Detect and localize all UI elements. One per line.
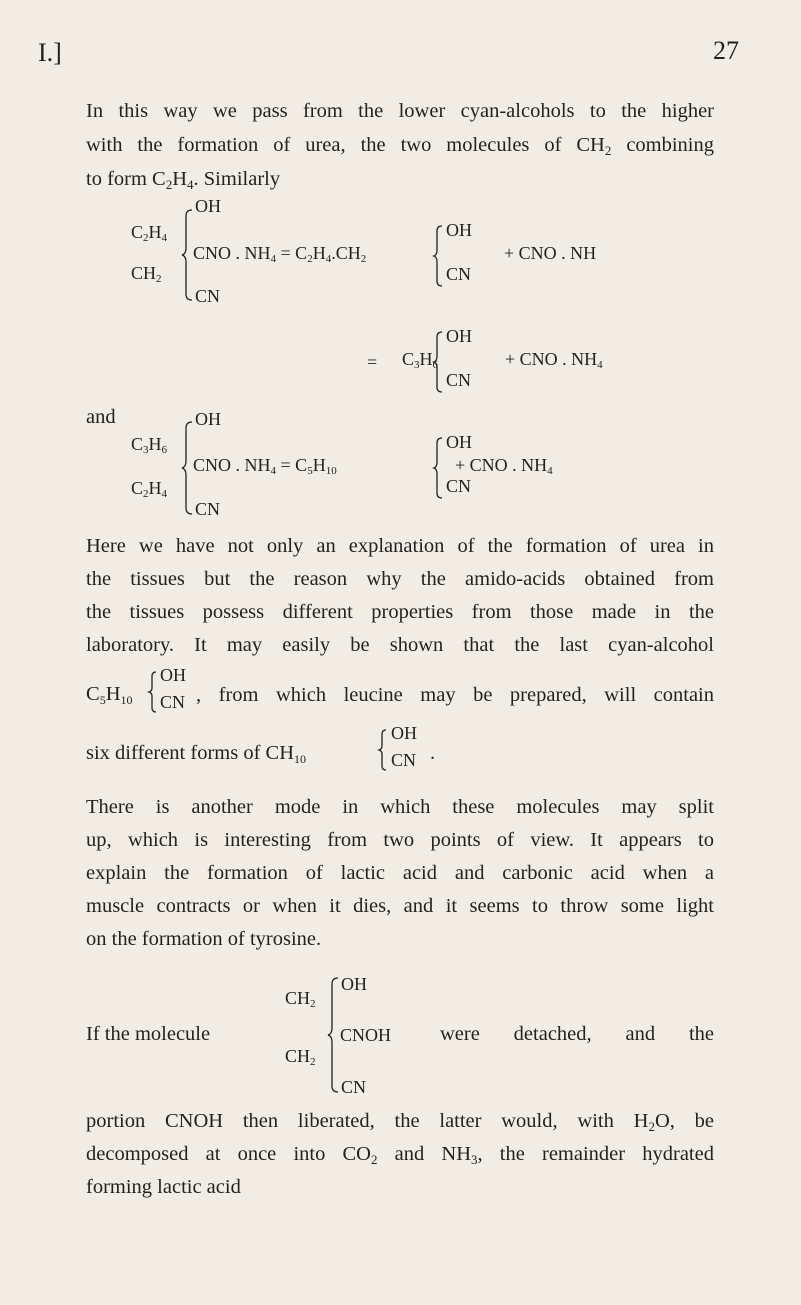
oh-molecule: OH: [341, 974, 367, 994]
formula-c3h6: $C_3H_6$: [402, 349, 439, 371]
brace-2a: [180, 420, 194, 516]
formula-c2h4: $C_2H_4$: [131, 222, 168, 244]
cn-1a: CN: [195, 286, 221, 306]
para4-line4: forming lactic acid: [86, 1176, 241, 1198]
para1-line1: In this way we pass from the lower cyan-alcohols to the higher: [86, 100, 714, 122]
brace-1b: [432, 224, 444, 288]
para3-line3: explain the formation of lactic acid and carbonic acid when a: [86, 862, 714, 884]
para3-line1: There is another mode in which these molecules may split: [86, 796, 714, 818]
plus-cno-nh4-2: + CNO . $NH_4$: [455, 455, 553, 477]
cnoh-molecule: CNOH: [340, 1025, 392, 1045]
oh-inline-2: OH: [391, 723, 417, 743]
formula-ch2: $CH_2$: [131, 263, 162, 285]
formula-c3h6-2: $C_3H_6$: [131, 434, 168, 456]
inline-formula-c5h10: $C_5H_{10}$: [86, 683, 133, 707]
para4-line3: decomposed at once into $CO_2$ and $NH_3$, the remainder hydrated: [86, 1143, 714, 1167]
if-the-molecule: If the molecule: [86, 1023, 211, 1045]
oh-1c: OH: [446, 326, 472, 346]
para3-line5: on the formation of tyrosine.: [86, 928, 322, 950]
inline-line-2-dot: .: [430, 742, 436, 764]
oh-1a: OH: [195, 196, 221, 216]
brace-inline-2: [378, 728, 388, 772]
inline-line-2: six different forms of $CH_{10}$: [86, 742, 307, 766]
cn-inline-1: CN: [160, 692, 186, 712]
para4-line2: portion CNOH then liberated, the latter would, with $H_2O$, be: [86, 1110, 714, 1134]
inline-line-1-tail: , from which leucine may be prepared, will contain: [196, 684, 714, 706]
cn-2b: CN: [446, 476, 472, 496]
oh-2a: OH: [195, 409, 221, 429]
para1-line2: with the formation of urea, the two molecules of $CH_2$ combining: [86, 134, 714, 158]
cn-1b: CN: [446, 264, 472, 284]
para3-line2: up, which is interesting from two points of view. It appears to: [86, 829, 714, 851]
plus-cno-nh4-1: + CNO . $NH_4$: [505, 349, 603, 371]
para2-line1: Here we have not only an explanation of the formation of urea in: [86, 535, 714, 557]
para3-line4: muscle contracts or when it dies, and it seems to throw some light: [86, 895, 714, 917]
cn-inline-2: CN: [391, 750, 417, 770]
formula-c2h4-2: $C_2H_4$: [131, 478, 168, 500]
cn-molecule: CN: [341, 1077, 367, 1097]
brace-1c: [432, 330, 444, 394]
para2-line3: the tissues possess different properties from those made in the: [86, 601, 714, 623]
para2-line4: laboratory. It may easily be shown that the last cyan-alcohol: [86, 634, 714, 656]
formula-ch2-bottom: $CH_2$: [285, 1046, 316, 1068]
chapter-marker: I.]: [38, 38, 62, 67]
formula-ch2-top: $CH_2$: [285, 988, 316, 1010]
brace-1a: [180, 208, 194, 302]
and-label: and: [86, 406, 116, 428]
oh-2b: OH: [446, 432, 472, 452]
oh-inline-1: OH: [160, 665, 186, 685]
brace-molecule: [326, 976, 340, 1096]
brace-inline-1: [148, 670, 158, 714]
cno-nh4-2a: CNO . $NH_4 = C_5H_{10}$: [193, 455, 337, 477]
cn-2a: CN: [195, 499, 221, 519]
plus-cno-nh: + CNO . NH: [504, 243, 597, 263]
equals-sign: =: [367, 352, 378, 372]
oh-1b: OH: [446, 220, 472, 240]
cno-nh4-1a: CNO . $NH_4 = C_2H_4.CH_2$: [193, 243, 367, 265]
brace-2b: [432, 436, 444, 500]
were-detached-text: were detached, and the: [440, 1023, 714, 1045]
page-number: 27: [713, 36, 739, 65]
para2-line2: the tissues but the reason why the amido-acids obtained from: [86, 568, 714, 590]
para1-line3: to form $C_2H_4$. Similarly: [86, 168, 281, 192]
cn-1c: CN: [446, 370, 472, 390]
